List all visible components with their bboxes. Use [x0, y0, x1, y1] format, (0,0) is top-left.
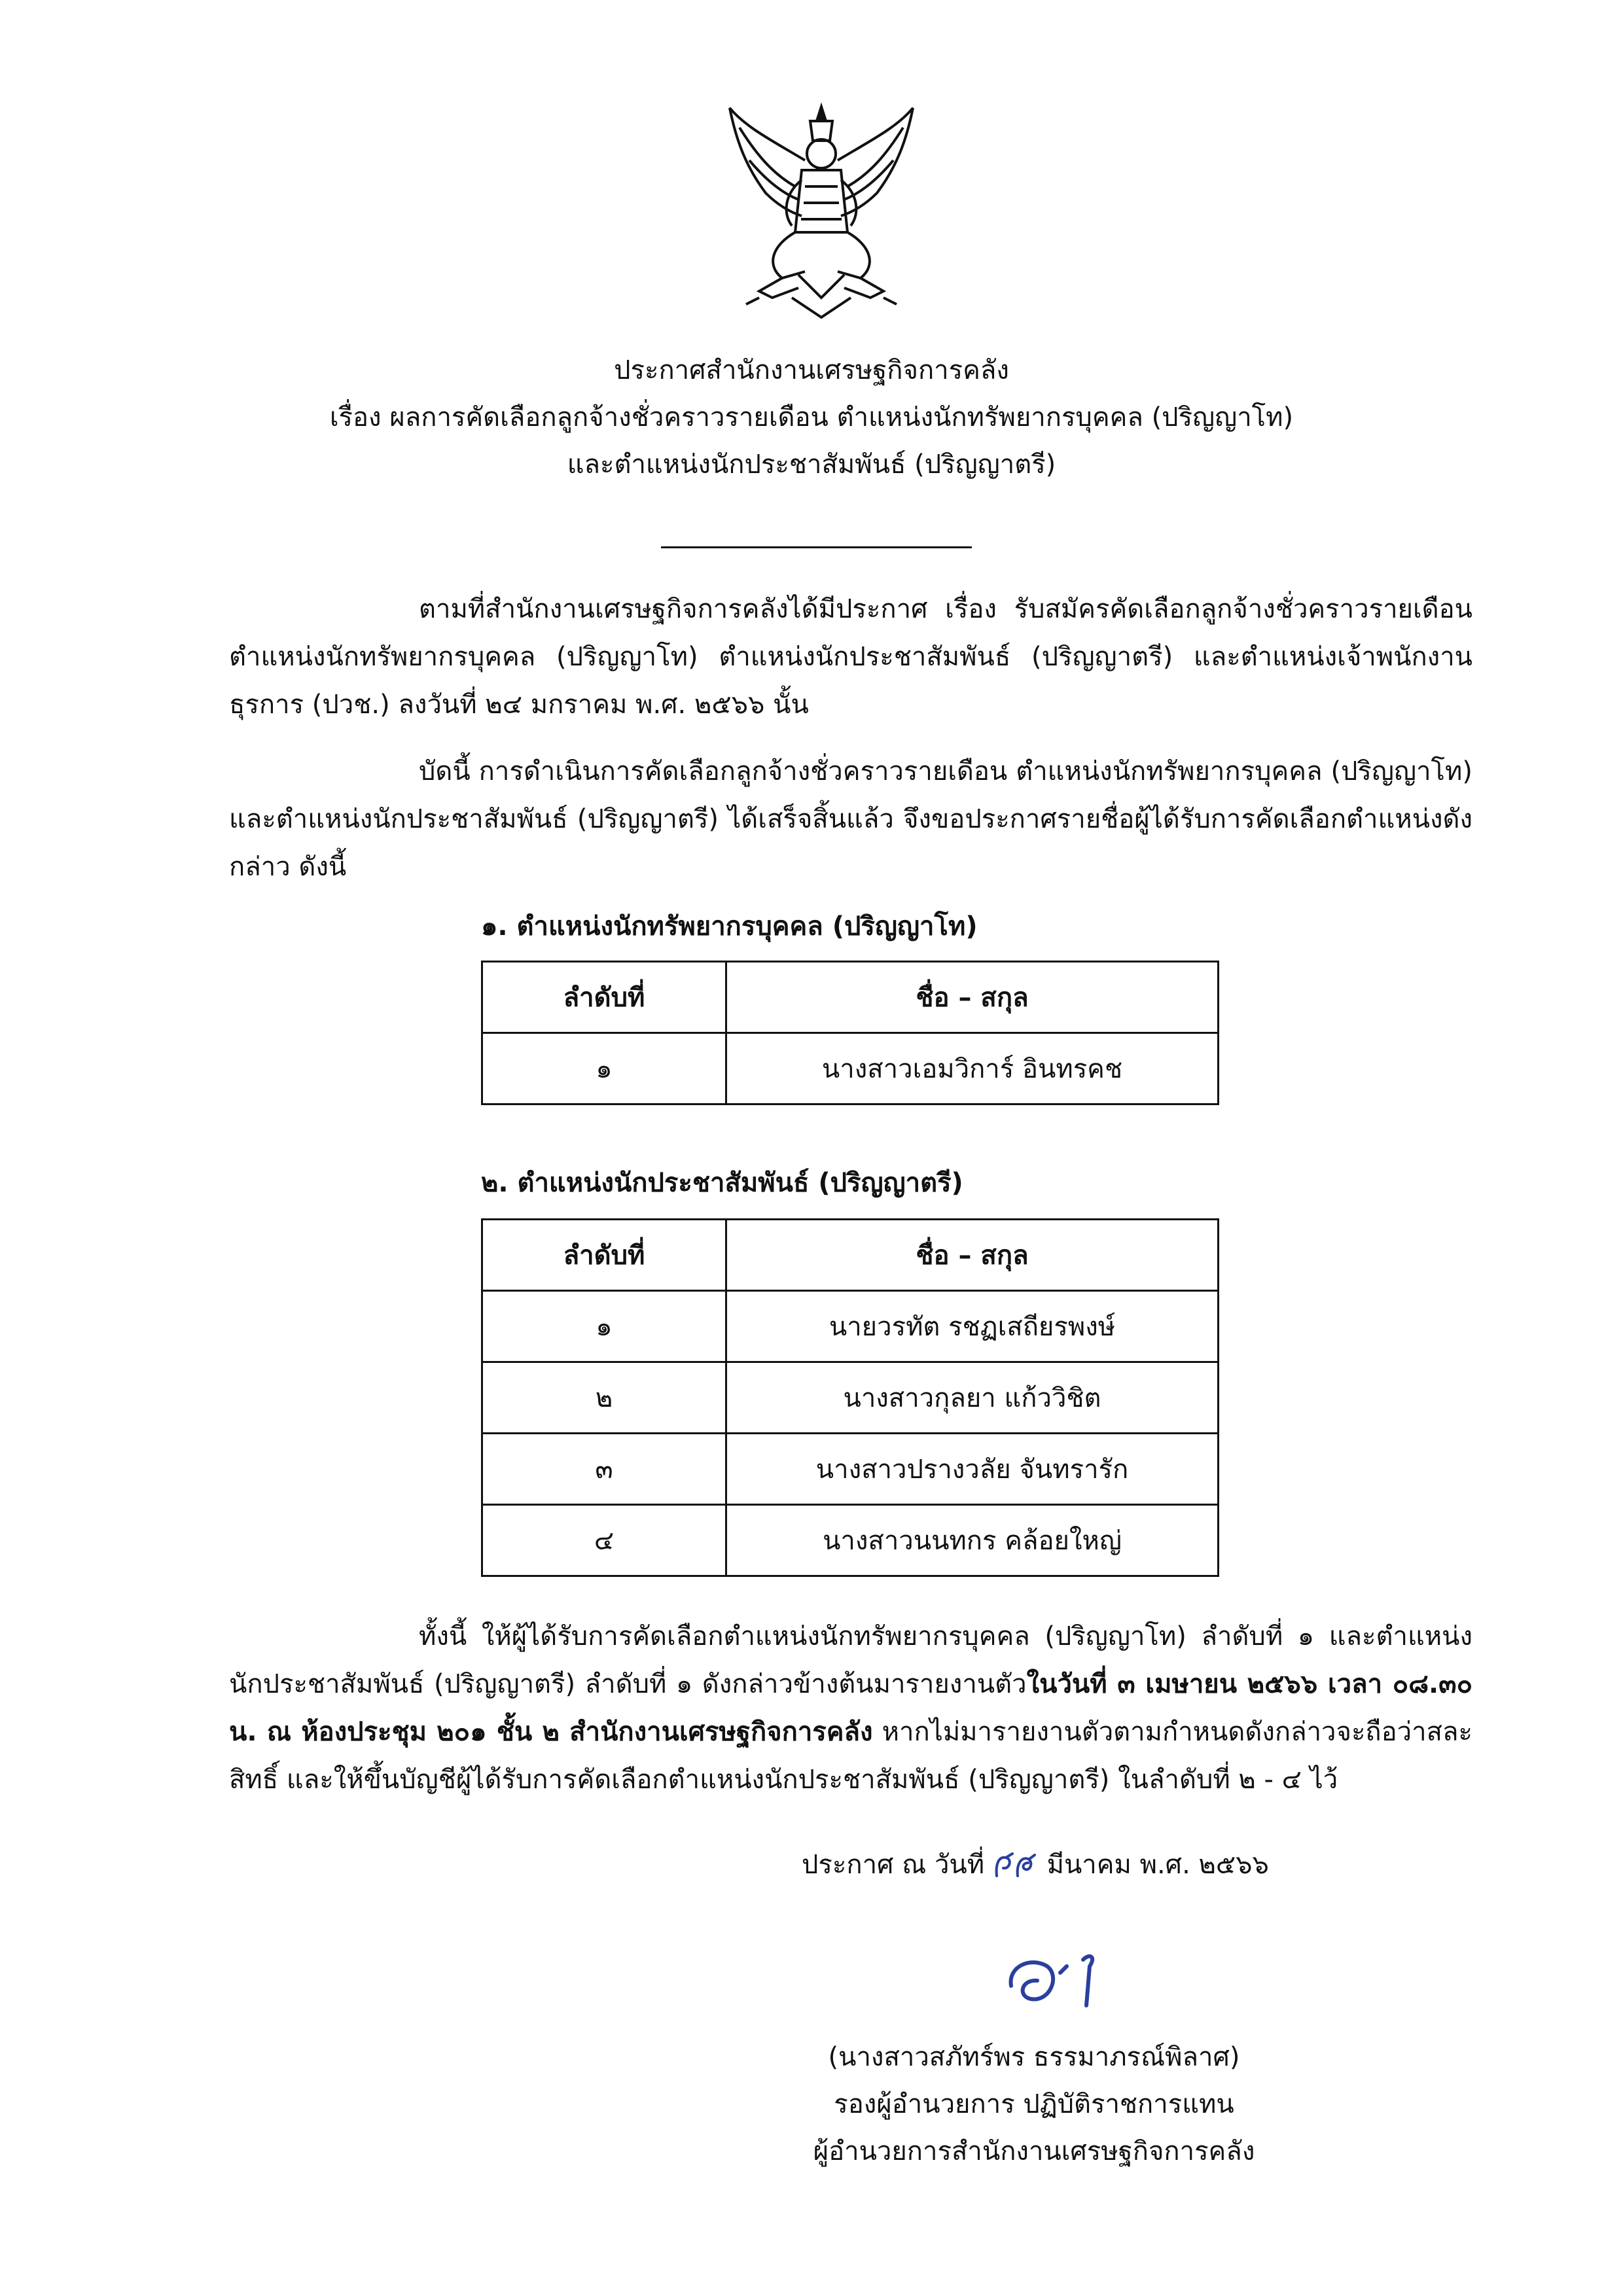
section-title-hr: ๑. ตำแหน่งนักทรัพยากรบุคคล (ปริญญาโท) [481, 911, 978, 942]
report-date-location: ในวันที่ ๓ เมษายน ๒๕๖๖ เวลา ๐๘.๓๐ น. ณ ห้องประชุม ๒๐๑ ชั้น ๒ สำนักงานเศรษฐกิจการคลัง [229, 1669, 1473, 1747]
table-row [482, 1362, 1219, 1434]
header-divider [661, 546, 972, 548]
table-row [482, 1505, 1219, 1576]
row-order: ๑ [482, 1033, 726, 1104]
row-order: ๔ [482, 1505, 726, 1576]
subject-line: เรื่อง ผลการคัดเลือกลูกจ้างชั่วคราวรายเดือน ตำแหน่งนักทรัพยากรบุคคล (ปริญญาโท) [329, 402, 1294, 433]
row-name: นายวรทัต รชฏเสถียรพงษ์ [726, 1291, 1219, 1362]
handwritten-day [993, 1850, 1039, 1882]
paragraph-result [229, 748, 1472, 891]
paragraph-result-text: บัดนี้ การดำเนินการคัดเลือกลูกจ้างชั่วคราวรายเดือน ตำแหน่งนักทรัพยากรบุคคล (ปริญญาโท) และตำแหน่งนักประชาสัมพันธ์ (ปริญญาตรี) ได้เสร็จสิ้นแล้ว จึงขอประกาศรายชื่อผู้ได้รับการคัดเลือกตำแหน่งดังกล่าว ดังนี้ [229, 756, 1472, 882]
row-name: นางสาวกุลยา แก้ววิชิต [726, 1362, 1219, 1434]
table-row [482, 1434, 1219, 1505]
table-header-row [482, 1220, 1219, 1291]
row-order: ๒ [482, 1362, 726, 1434]
row-name: นางสาวปรางวลัย จันทรารัก [726, 1434, 1219, 1505]
report-text-start: ทั้งนี้ ให้ผู้ได้รับการคัดเลือกตำแหน่งนักทรัพยากรบุคคล (ปริญญาโท) ลำดับที่ ๑ และตำแหน่งนักประชาสัมพันธ์ (ปริญญาตรี) ลำดับที่ ๑ ดังกล่าวข้างต้นมารายงานตัว [229, 1621, 1472, 1699]
announcement-header [196, 347, 1427, 488]
table-pr [481, 1218, 1219, 1577]
handwritten-signature-icon [998, 1940, 1142, 2019]
signer-name: (นางสาวสภัทร์พร ธรรมาภรณ์พิลาศ) [828, 2042, 1240, 2072]
table-row [482, 1033, 1219, 1104]
date-suffix: มีนาคม พ.ศ. ๒๕๖๖ [1046, 1850, 1269, 1880]
handwritten-day-icon [993, 1850, 1039, 1882]
paragraph-reference-text: ตามที่สำนักงานเศรษฐกิจการคลังได้มีประกาศ เรื่อง รับสมัครคัดเลือกลูกจ้างชั่วคราวรายเดือน ตำแหน่งนักทรัพยากรบุคคล (ปริญญาโท) ตำแหน่งนักประชาสัมพันธ์ (ปริญญาตรี) และตำแหน่งเจ้าพนักงานธุรการ (ปวช.) ลงวันที่ ๒๔ มกราคม พ.ศ. ๒๕๖๖ นั้น [229, 594, 1472, 720]
signer-block [772, 2034, 1296, 2175]
table-row [482, 1291, 1219, 1362]
signer-title: รองผู้อำนวยการ ปฏิบัติราชการแทน [834, 2089, 1234, 2119]
garuda-emblem-icon [720, 101, 923, 324]
paragraph-reference [229, 586, 1472, 729]
issuer-title: ประกาศสำนักงานเศรษฐกิจการคลัง [614, 355, 1009, 385]
column-header-order: ลำดับที่ [482, 1220, 726, 1291]
paragraph-report-instructions [229, 1613, 1472, 1804]
report-text-end: หากไม่มารายงานตัวตามกำหนดดังกล่าวจะถือว่าสละสิทธิ์ และให้ขึ้นบัญชีผู้ได้รับการคัดเลือกตำแหน่งนักประชาสัมพันธ์ (ปริญญาตรี) ในลำดับที่ ๒ - ๔ ไว้ [229, 1717, 1472, 1795]
subject-line-continued: และตำแหน่งนักประชาสัมพันธ์ (ปริญญาตรี) [567, 450, 1056, 480]
section-title-pr: ๒. ตำแหน่งนักประชาสัมพันธ์ (ปริญญาตรี) [481, 1168, 963, 1198]
column-header-name: ชื่อ – สกุล [726, 962, 1219, 1033]
table-hr [481, 961, 1219, 1105]
announcement-date [802, 1845, 1269, 1884]
row-name: นางสาวนนทกร คล้อยใหญ่ [726, 1505, 1219, 1576]
date-prefix: ประกาศ ณ วันที่ [802, 1850, 985, 1880]
row-order: ๑ [482, 1291, 726, 1362]
row-order: ๓ [482, 1434, 726, 1505]
column-header-order: ลำดับที่ [482, 962, 726, 1033]
row-name: นางสาวเอมวิการ์ อินทรคช [726, 1033, 1219, 1104]
column-header-name: ชื่อ – สกุล [726, 1220, 1219, 1291]
signer-title-continued: ผู้อำนวยการสำนักงานเศรษฐกิจการคลัง [813, 2136, 1255, 2166]
table-header-row [482, 962, 1219, 1033]
